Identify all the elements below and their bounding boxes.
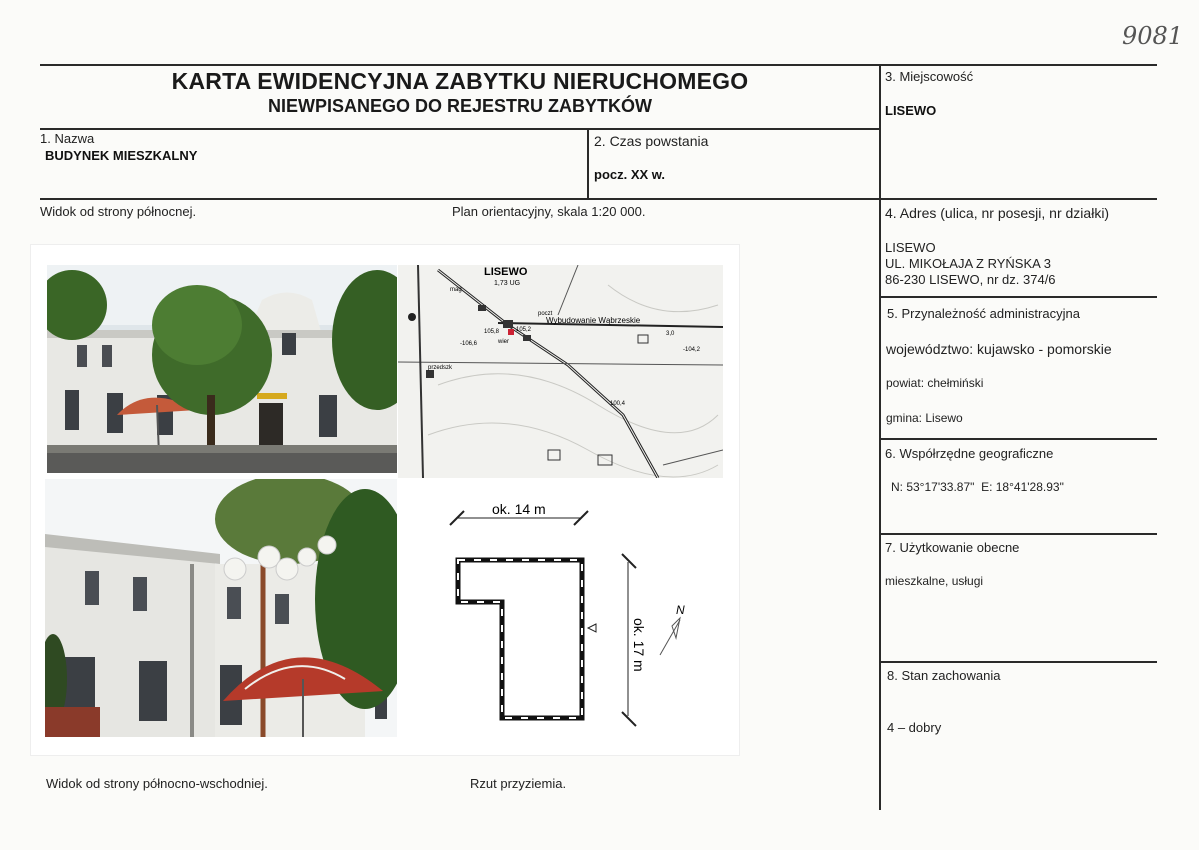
condition-value: 4 – dobry — [887, 720, 942, 735]
map-poi-4: wier — [498, 339, 510, 345]
usage-label: 7. Użytkowanie obecne — [885, 540, 1020, 555]
photo-northeast-view — [45, 479, 397, 737]
column-divider — [879, 64, 881, 810]
address-bottom-border — [880, 296, 1157, 298]
map-street-label: Wybudowanie Wąbrzeskie — [546, 316, 641, 325]
map-elev-4: -104,2 — [683, 347, 701, 353]
usage-bottom-border — [880, 661, 1157, 663]
map-elev-1: 105,8 — [484, 329, 500, 335]
photo-north-view — [47, 265, 397, 473]
address-line-2: UL. MIKOŁAJA Z RYŃSKA 3 — [885, 256, 1051, 271]
map-elev-3: -106,6 — [460, 341, 478, 347]
document-title: KARTA EWIDENCYJNA ZABYTKU NIERUCHOMEGO — [171, 68, 749, 94]
catalog-number: 9081 — [1122, 22, 1184, 50]
address-line-1: LISEWO — [885, 240, 936, 255]
admin-commune: gmina: Lisewo — [886, 411, 963, 425]
map-elev-2: 105,2 — [516, 327, 532, 333]
orientation-map — [398, 265, 723, 478]
north-arrow-label: N — [676, 603, 685, 617]
name-period-divider — [587, 128, 589, 200]
usage-value: mieszkalne, usługi — [885, 574, 984, 588]
locality-label: 3. Miejscowość — [885, 69, 974, 84]
map-town-label: LISEWO — [484, 266, 528, 278]
map-poi-1: poczt — [538, 311, 553, 317]
admin-voivodeship: województwo: kujawsko - pomorskie — [886, 341, 1112, 357]
map-poi-2: przedszk — [428, 365, 453, 371]
map-poi-3: mag — [450, 287, 462, 293]
admin-county: powiat: chełmiński — [886, 376, 984, 390]
caption-view-northeast: Widok od strony północno-wschodniej. — [46, 776, 268, 791]
floor-plan — [440, 490, 700, 740]
caption-view-north: Widok od strony północnej. — [40, 204, 197, 219]
period-label: 2. Czas powstania — [594, 133, 709, 149]
geo-value: N: 53°17'33.87" E: 18°41'28.93" — [891, 480, 1064, 494]
top-border — [40, 64, 1157, 66]
document-subtitle: NIEWPISANEGO DO REJESTRU ZABYTKÓW — [267, 96, 653, 116]
period-value: pocz. XX w. — [594, 167, 666, 182]
map-elev-5: 100,4 — [610, 401, 626, 407]
floor-plan-width-label: ok. 14 m — [492, 501, 546, 517]
name-value: BUDYNEK MIESZKALNY — [45, 148, 198, 163]
name-label: 1. Nazwa — [40, 131, 95, 146]
address-line-3: 86-230 LISEWO, nr dz. 374/6 — [885, 272, 1056, 287]
geo-label: 6. Współrzędne geograficzne — [885, 446, 1054, 461]
admin-bottom-border — [880, 438, 1157, 440]
map-elev-6: 3,0 — [666, 331, 675, 337]
geo-bottom-border — [880, 533, 1157, 535]
condition-label: 8. Stan zachowania — [887, 668, 1001, 683]
map-scale-note: 1,73 UG — [494, 280, 521, 287]
locality-value: LISEWO — [885, 103, 937, 118]
title-bottom-border — [40, 128, 880, 130]
admin-label: 5. Przynależność administracyjna — [887, 306, 1080, 321]
address-label: 4. Adres (ulica, nr posesji, nr działki) — [885, 205, 1110, 221]
name-section-bottom-border — [40, 198, 1157, 200]
caption-plan-map: Plan orientacyjny, skala 1:20 000. — [452, 204, 646, 219]
caption-floor-plan: Rzut przyziemia. — [470, 776, 567, 791]
floor-plan-length-label: ok. 17 m — [631, 618, 647, 672]
